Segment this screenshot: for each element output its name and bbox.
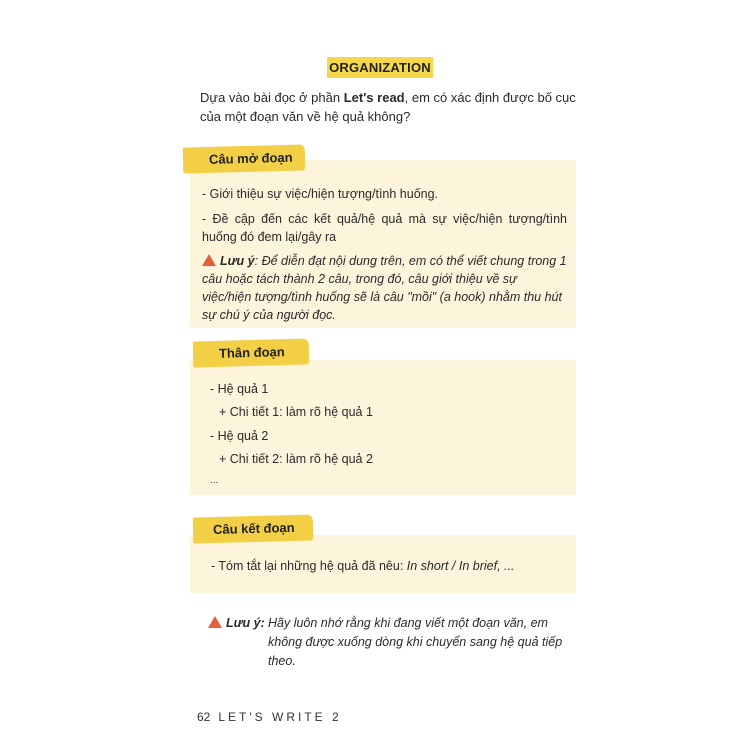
final-note-label-text: Lưu ý:: [226, 616, 265, 630]
note-label: Lưu ý: [220, 254, 255, 268]
body-item: - Hệ quả 1: [210, 382, 269, 396]
final-note-label: [208, 614, 265, 632]
page-number: 62: [197, 710, 211, 724]
opening-item: - Đề cập đến các kết quả/hệ quả mà sự việc/hiện tượng/tình huống đó đem lại/gây ra: [202, 212, 567, 244]
intro-bold: Let's read: [343, 90, 405, 105]
note-text: : Để diễn đạt nội dung trên, em có thể viết chung trong 1 câu hoặc tách thành 2 câu, trong đó, câu giới thiệu về sự việc/hiện tượng/tình huống sẽ là câu "mồi" (a hook) nhằm thu hút sự chú ý của người đọc.: [202, 254, 567, 322]
intro-after: , em có xác định được bố cục của một đoạn văn về hệ quả không?: [200, 90, 576, 124]
opening-item: - Giới thiệu sự việc/hiện tượng/tình huống.: [202, 187, 439, 201]
closing-heading: Câu kết đoạn: [193, 514, 314, 543]
closing-prefix: - Tóm tắt lại những hệ quả đã nêu:: [211, 559, 407, 573]
section-title: ORGANIZATION: [327, 57, 433, 78]
final-note-text: Hãy luôn nhớ rằng khi đang viết một đoạn văn, em không được xuống dòng khi chuyển sang hệ quả tiếp theo.: [268, 616, 563, 668]
book-title: LET'S WRITE 2: [218, 710, 342, 724]
opening-heading: Câu mở đoạn: [183, 144, 306, 173]
body-heading: Thân đoạn: [193, 338, 310, 367]
page-footer: [197, 710, 342, 724]
warning-icon: [208, 616, 222, 628]
warning-icon: [202, 254, 216, 266]
closing-item: [211, 557, 514, 575]
intro-before: Dựa vào bài đọc ở phần: [200, 90, 344, 105]
body-item: + Chi tiết 1: làm rõ hệ quả 1: [219, 405, 373, 419]
body-item: - Hệ quả 2: [210, 429, 269, 443]
opening-note: [202, 252, 567, 324]
intro-text: [200, 88, 580, 126]
closing-italic: In short / In brief, ...: [406, 559, 515, 573]
body-item: ...: [210, 475, 219, 486]
body-item: + Chi tiết 2: làm rõ hệ quả 2: [219, 452, 373, 466]
